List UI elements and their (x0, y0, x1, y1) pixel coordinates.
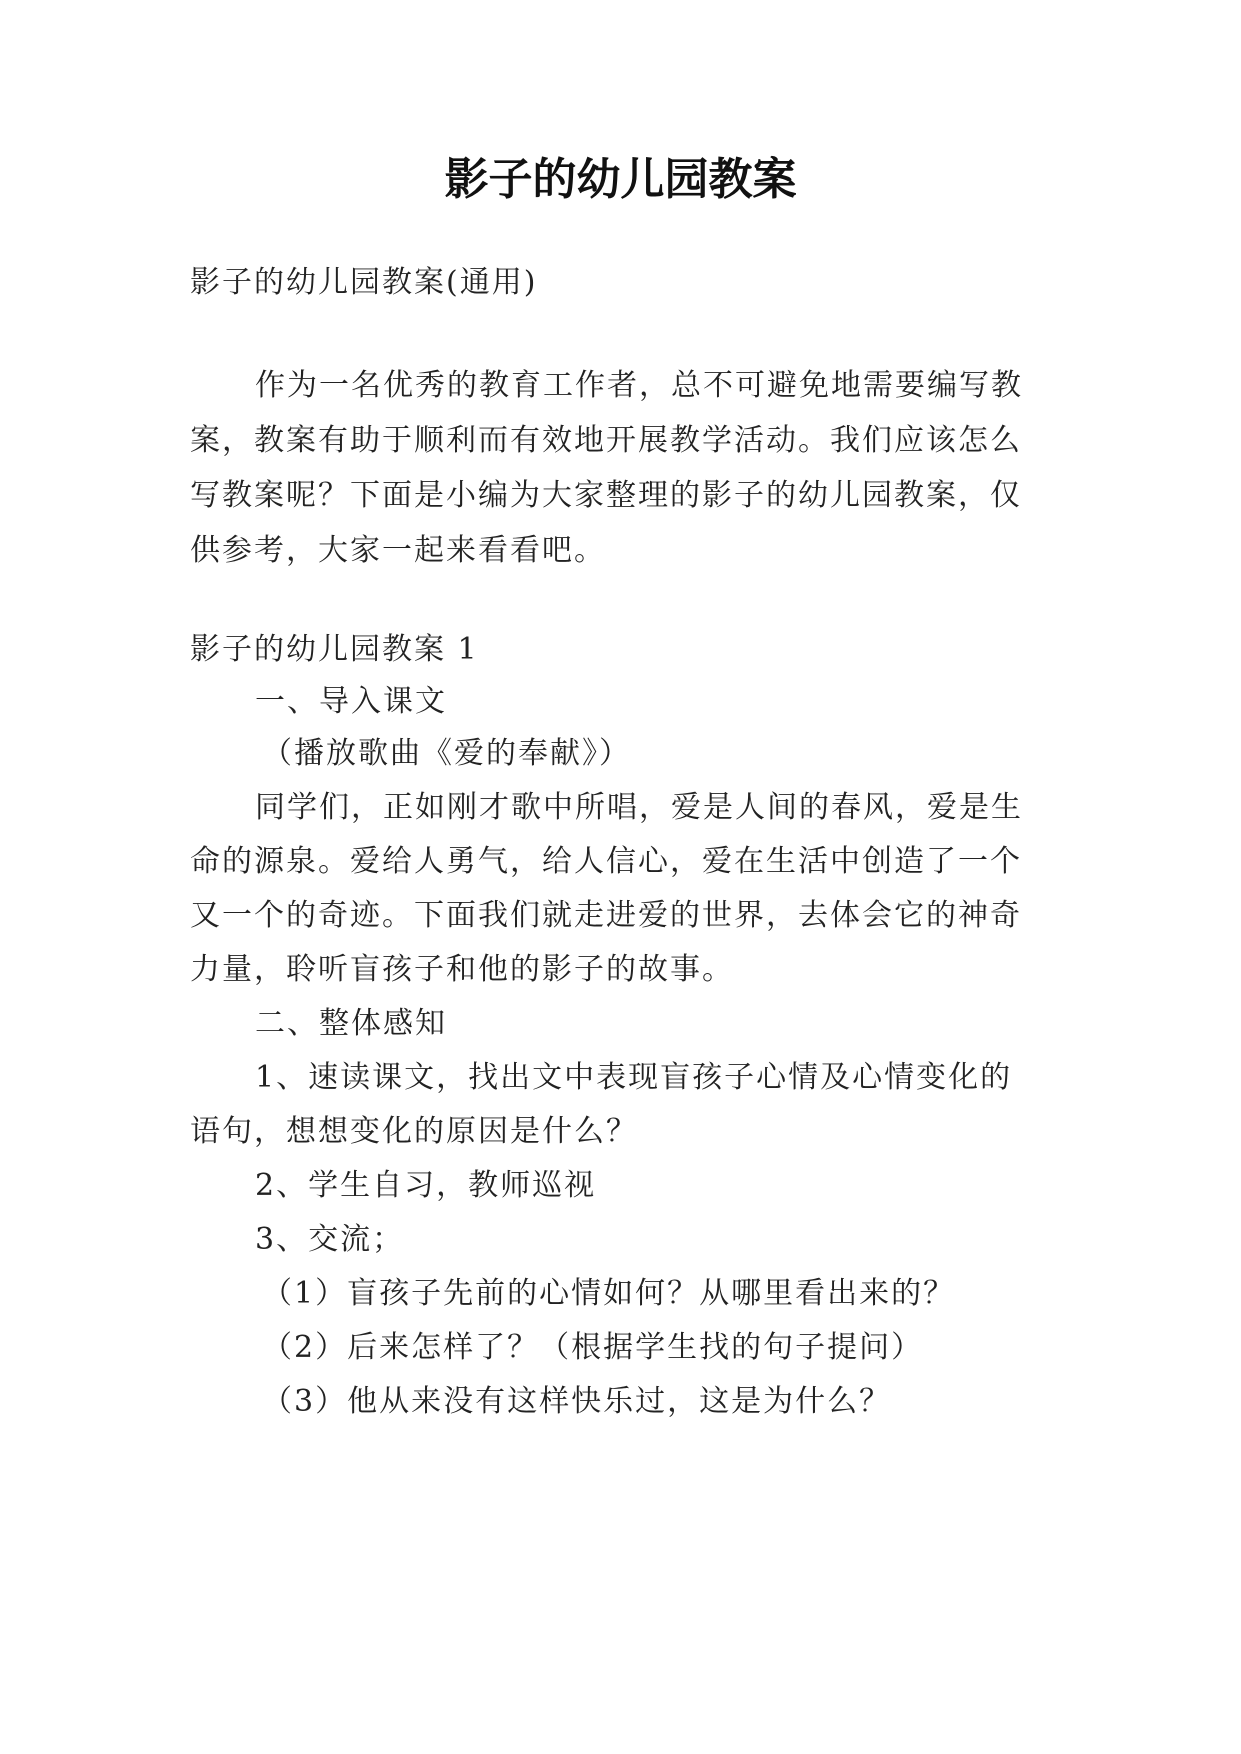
document-title: 影子的幼儿园教案 (444, 154, 797, 205)
step1-line: 语句，想想变化的原因是什么？ (190, 1114, 638, 1149)
step3-line: 3、交流； (255, 1222, 405, 1257)
part1-line: 力量，聆听盲孩子和他的影子的故事。 (190, 952, 734, 987)
intro-line: 作为一名优秀的教育工作者，总不可避免地需要编写教 (255, 368, 1023, 403)
part1-heading: 一、导入课文 (255, 684, 447, 719)
part1-line: 又一个的奇迹。下面我们就走进爱的世界，去体会它的神奇 (190, 898, 1022, 933)
section-title: 影子的幼儿园教案 1 (190, 632, 479, 667)
intro-line: 案，教案有助于顺利而有效地开展教学活动。我们应该怎么 (190, 423, 1022, 458)
step2-line: 2、学生自习，教师巡视 (255, 1168, 597, 1203)
question-item: （3）他从来没有这样快乐过，这是为什么？ (262, 1384, 892, 1419)
step1-line: 1、速读课文，找出文中表现盲孩子心情及心情变化的 (255, 1060, 1013, 1095)
question-item: （2）后来怎样了？（根据学生找的句子提问） (262, 1330, 924, 1365)
part2-heading: 二、整体感知 (255, 1006, 447, 1041)
part1-line: 命的源泉。爱给人勇气，给人信心，爱在生活中创造了一个 (190, 844, 1022, 879)
intro-line: 供参考，大家一起来看看吧。 (190, 533, 606, 568)
intro-line: 写教案呢？下面是小编为大家整理的影子的幼儿园教案，仅 (190, 478, 1022, 513)
document-subtitle: 影子的幼儿园教案(通用) (190, 265, 538, 300)
part1-line: 同学们，正如刚才歌中所唱，爱是人间的春风，爱是生 (255, 790, 1023, 825)
question-item: （1）盲孩子先前的心情如何？从哪里看出来的？ (262, 1276, 956, 1311)
part1-note: （播放歌曲《爱的奉献》） (262, 736, 631, 771)
